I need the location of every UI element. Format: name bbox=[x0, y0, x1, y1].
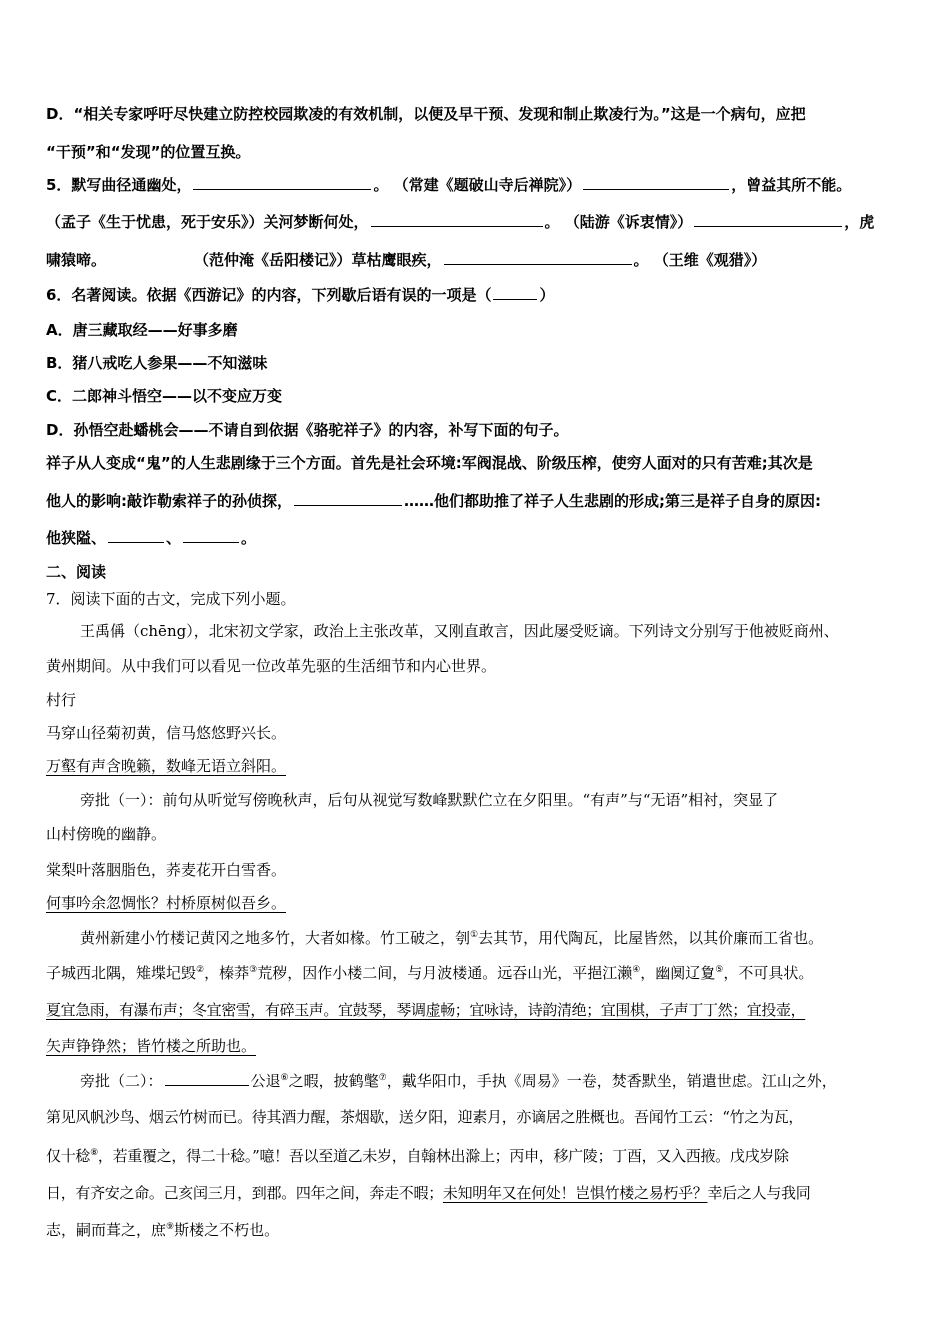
xiangzi-text: 他人的影响:敲诈勒索祥子的孙侦探， bbox=[46, 492, 293, 510]
q5-text: 。 （常建《题破山寺后禅院》） bbox=[373, 176, 582, 194]
q6-emphasis: 有误 bbox=[386, 286, 417, 304]
footnote-marker: ⑨ bbox=[166, 1222, 175, 1232]
q5-text: ，虎 bbox=[844, 213, 875, 231]
xiangzi-line1: 祥子从人变成“鬼”的人生悲剧缘于三个方面。首先是社会环境:军阀混战、阶级压榨，使穷人面对的只有苦难;其次是 bbox=[46, 454, 813, 472]
essay-text: ，榛莽 bbox=[204, 964, 250, 982]
q5-text: 5．默写曲径通幽处， bbox=[46, 176, 192, 194]
q5-text: ，曾益其所不能。 bbox=[731, 176, 852, 194]
poem-line1: 马穿山径菊初黄，信马悠悠野兴长。 bbox=[46, 724, 287, 742]
q5-line3 bbox=[46, 249, 766, 270]
q6-option-a: A．唐三藏取经——好事多磨 bbox=[46, 321, 238, 339]
essay-text: 幸后之人与我同 bbox=[707, 1184, 811, 1202]
answer-blank[interactable] bbox=[694, 225, 842, 227]
section-title: 二、阅读 bbox=[46, 563, 107, 581]
poem-line3: 棠梨叶落胭脂色，荞麦花开白雪香。 bbox=[46, 861, 287, 879]
xiangzi-text: 。 bbox=[241, 529, 257, 547]
poem-line2: 万壑有声含晚籁，数峰无语立斜阳。 bbox=[46, 757, 287, 775]
essay-line7 bbox=[46, 1145, 789, 1166]
footnote-marker: ④ bbox=[632, 965, 641, 975]
answer-blank[interactable] bbox=[493, 298, 537, 300]
q6-option-b: B．猪八戒吃人参果——不知滋味 bbox=[46, 354, 268, 372]
essay-text: 日，有齐安之命。己亥闰三月，到郡。四年之间，奔走不暇； bbox=[46, 1184, 443, 1202]
answer-blank[interactable] bbox=[165, 1084, 249, 1086]
poem-title: 村行 bbox=[46, 691, 77, 709]
xiangzi-text: 他狭隘、 bbox=[46, 529, 107, 547]
answer-blank[interactable] bbox=[444, 263, 632, 265]
answer-blank[interactable] bbox=[371, 225, 543, 227]
q7-intro-line2: 黄州期间。从中我们可以看见一位改革先驱的生活细节和内心世界。 bbox=[46, 657, 497, 675]
answer-blank[interactable] bbox=[108, 541, 164, 543]
poem-line4: 何事吟余忽惆怅？村桥原树似吾乡。 bbox=[46, 894, 287, 912]
essay-line8 bbox=[46, 1182, 810, 1203]
xiangzi-line2 bbox=[46, 490, 821, 511]
footnote-marker: ⑦ bbox=[378, 1073, 387, 1083]
q6-text: ） bbox=[539, 286, 555, 304]
essay-text: 之暇，披鹤氅 bbox=[288, 1072, 379, 1090]
essay-text: 仅十稔 bbox=[46, 1147, 91, 1165]
q7-stem: 7．阅读下面的古文，完成下列小题。 bbox=[46, 590, 296, 608]
q5-text: 啸猿啼。 bbox=[46, 251, 107, 269]
q6-stem bbox=[46, 284, 555, 305]
essay-text: 子城西北隅，雉堞圮毁 bbox=[46, 964, 197, 982]
essay-text: 黄州新建小竹楼记黄冈之地多竹，大者如椽。竹工破之，刳 bbox=[80, 929, 471, 947]
footnote-marker: ⑧ bbox=[90, 1148, 98, 1158]
q6-option-d: D．孙悟空赴蟠桃会——不请自到依据《骆驼祥子》的内容，补写下面的句子。 bbox=[46, 421, 569, 439]
q6-text: 的一项是（ bbox=[416, 286, 492, 304]
essay-line6: 第见风帆沙鸟、烟云竹树而已。待其酒力醒，茶烟歇，送夕阳，迎素月，亦谪居之胜概也。吾闻竹工云：“竹之为瓦， bbox=[46, 1108, 804, 1126]
xiangzi-line3 bbox=[46, 527, 256, 548]
answer-blank[interactable] bbox=[583, 188, 729, 190]
xiangzi-text: ……他们都助推了祥子人生悲剧的形成;第三是祥子自身的原因: bbox=[404, 492, 822, 510]
footnote-marker: ① bbox=[470, 930, 479, 940]
q5-line2 bbox=[46, 211, 874, 232]
q6-text: 6．名著阅读。依据《西游记》的内容，下列歇后语 bbox=[46, 286, 387, 304]
essay-line5 bbox=[80, 1070, 837, 1091]
q4-option-d-line2: “干预”和“发现”的位置互换。 bbox=[46, 143, 251, 161]
footnote-marker: ⑤ bbox=[715, 965, 724, 975]
xiangzi-text: 、 bbox=[166, 529, 182, 547]
essay-text: ，幽阒辽夐 bbox=[640, 964, 716, 982]
margin-note-1-line1: 旁批（一）：前句从听觉写傍晚秋声，后句从视觉写数峰默默伫立在夕阳里。“有声”与“无语”相衬，突显了 bbox=[80, 791, 779, 809]
essay-line1 bbox=[80, 927, 823, 948]
q6-option-c: C．二郎神斗悟空——以不变应万变 bbox=[46, 387, 283, 405]
footnote-marker: ③ bbox=[249, 965, 258, 975]
q5-text: 。 （王维《观猎》） bbox=[633, 251, 767, 269]
essay-text: ，戴华阳巾，手执《周易》一卷，焚香默坐，销遣世虑。江山之外， bbox=[386, 1072, 837, 1090]
q5-text: （孟子《生于忧患，死于安乐》）关河梦断何处， bbox=[46, 213, 369, 231]
answer-blank[interactable] bbox=[193, 188, 371, 190]
essay-text: 斯楼之不朽也。 bbox=[174, 1221, 280, 1239]
footnote-marker: ⑥ bbox=[280, 1073, 289, 1083]
answer-blank[interactable] bbox=[183, 541, 239, 543]
margin-note-2-label: 旁批（二）： bbox=[80, 1072, 163, 1090]
q5-text: 。 （陆游《诉衷情》） bbox=[544, 213, 693, 231]
essay-line9 bbox=[46, 1219, 279, 1240]
q5-text: （范仲淹《岳阳楼记》）草枯鹰眼疾， bbox=[194, 251, 442, 269]
essay-text: 荒秽，因作小楼二间，与月波楼通。远吞山光，平挹江濑 bbox=[257, 964, 633, 982]
q4-option-d-line1: D．“相关专家呼吁尽快建立防控校园欺凌的有效机制，以便及早干预、发现和制止欺凌行为。”这是一个病句，应把 bbox=[46, 105, 806, 123]
essay-underlined-sentence: 未知明年又在何处！岂惧竹楼之易朽乎？ bbox=[442, 1184, 708, 1202]
margin-note-1-line2: 山村傍晚的幽静。 bbox=[46, 825, 167, 843]
essay-line3: 夏宜急雨，有瀑布声；冬宜密雪，有碎玉声。宜鼓琴，琴调虚畅；宜咏诗，诗韵清绝；宜围棋，子声丁丁然；宜投壶， bbox=[46, 1001, 806, 1019]
essay-text: 志，嗣而葺之，庶 bbox=[46, 1221, 167, 1239]
essay-text: 去其节，用代陶瓦，比屋皆然，以其价廉而工省也。 bbox=[478, 929, 824, 947]
footnote-marker: ② bbox=[196, 965, 205, 975]
essay-line4: 矢声铮铮然；皆竹楼之所助也。 bbox=[46, 1037, 257, 1055]
essay-text: ，若重覆之，得二十稔。”噫！吾以至道乙未岁，自翰林出滁上；丙申，移广陵；丁酉，又入西掖。戊戌岁除 bbox=[97, 1147, 789, 1165]
q5-line1 bbox=[46, 174, 851, 195]
answer-blank[interactable] bbox=[294, 504, 402, 506]
q7-intro-line1: 王禹偁（chēng），北宋初文学家，政治上主张改革，又刚直敢言，因此屡受贬谪。下列诗文分别写于他被贬商州、 bbox=[80, 622, 839, 640]
essay-line2 bbox=[46, 962, 813, 983]
essay-text: 公退 bbox=[250, 1072, 281, 1090]
essay-text: ，不可具状。 bbox=[723, 964, 814, 982]
